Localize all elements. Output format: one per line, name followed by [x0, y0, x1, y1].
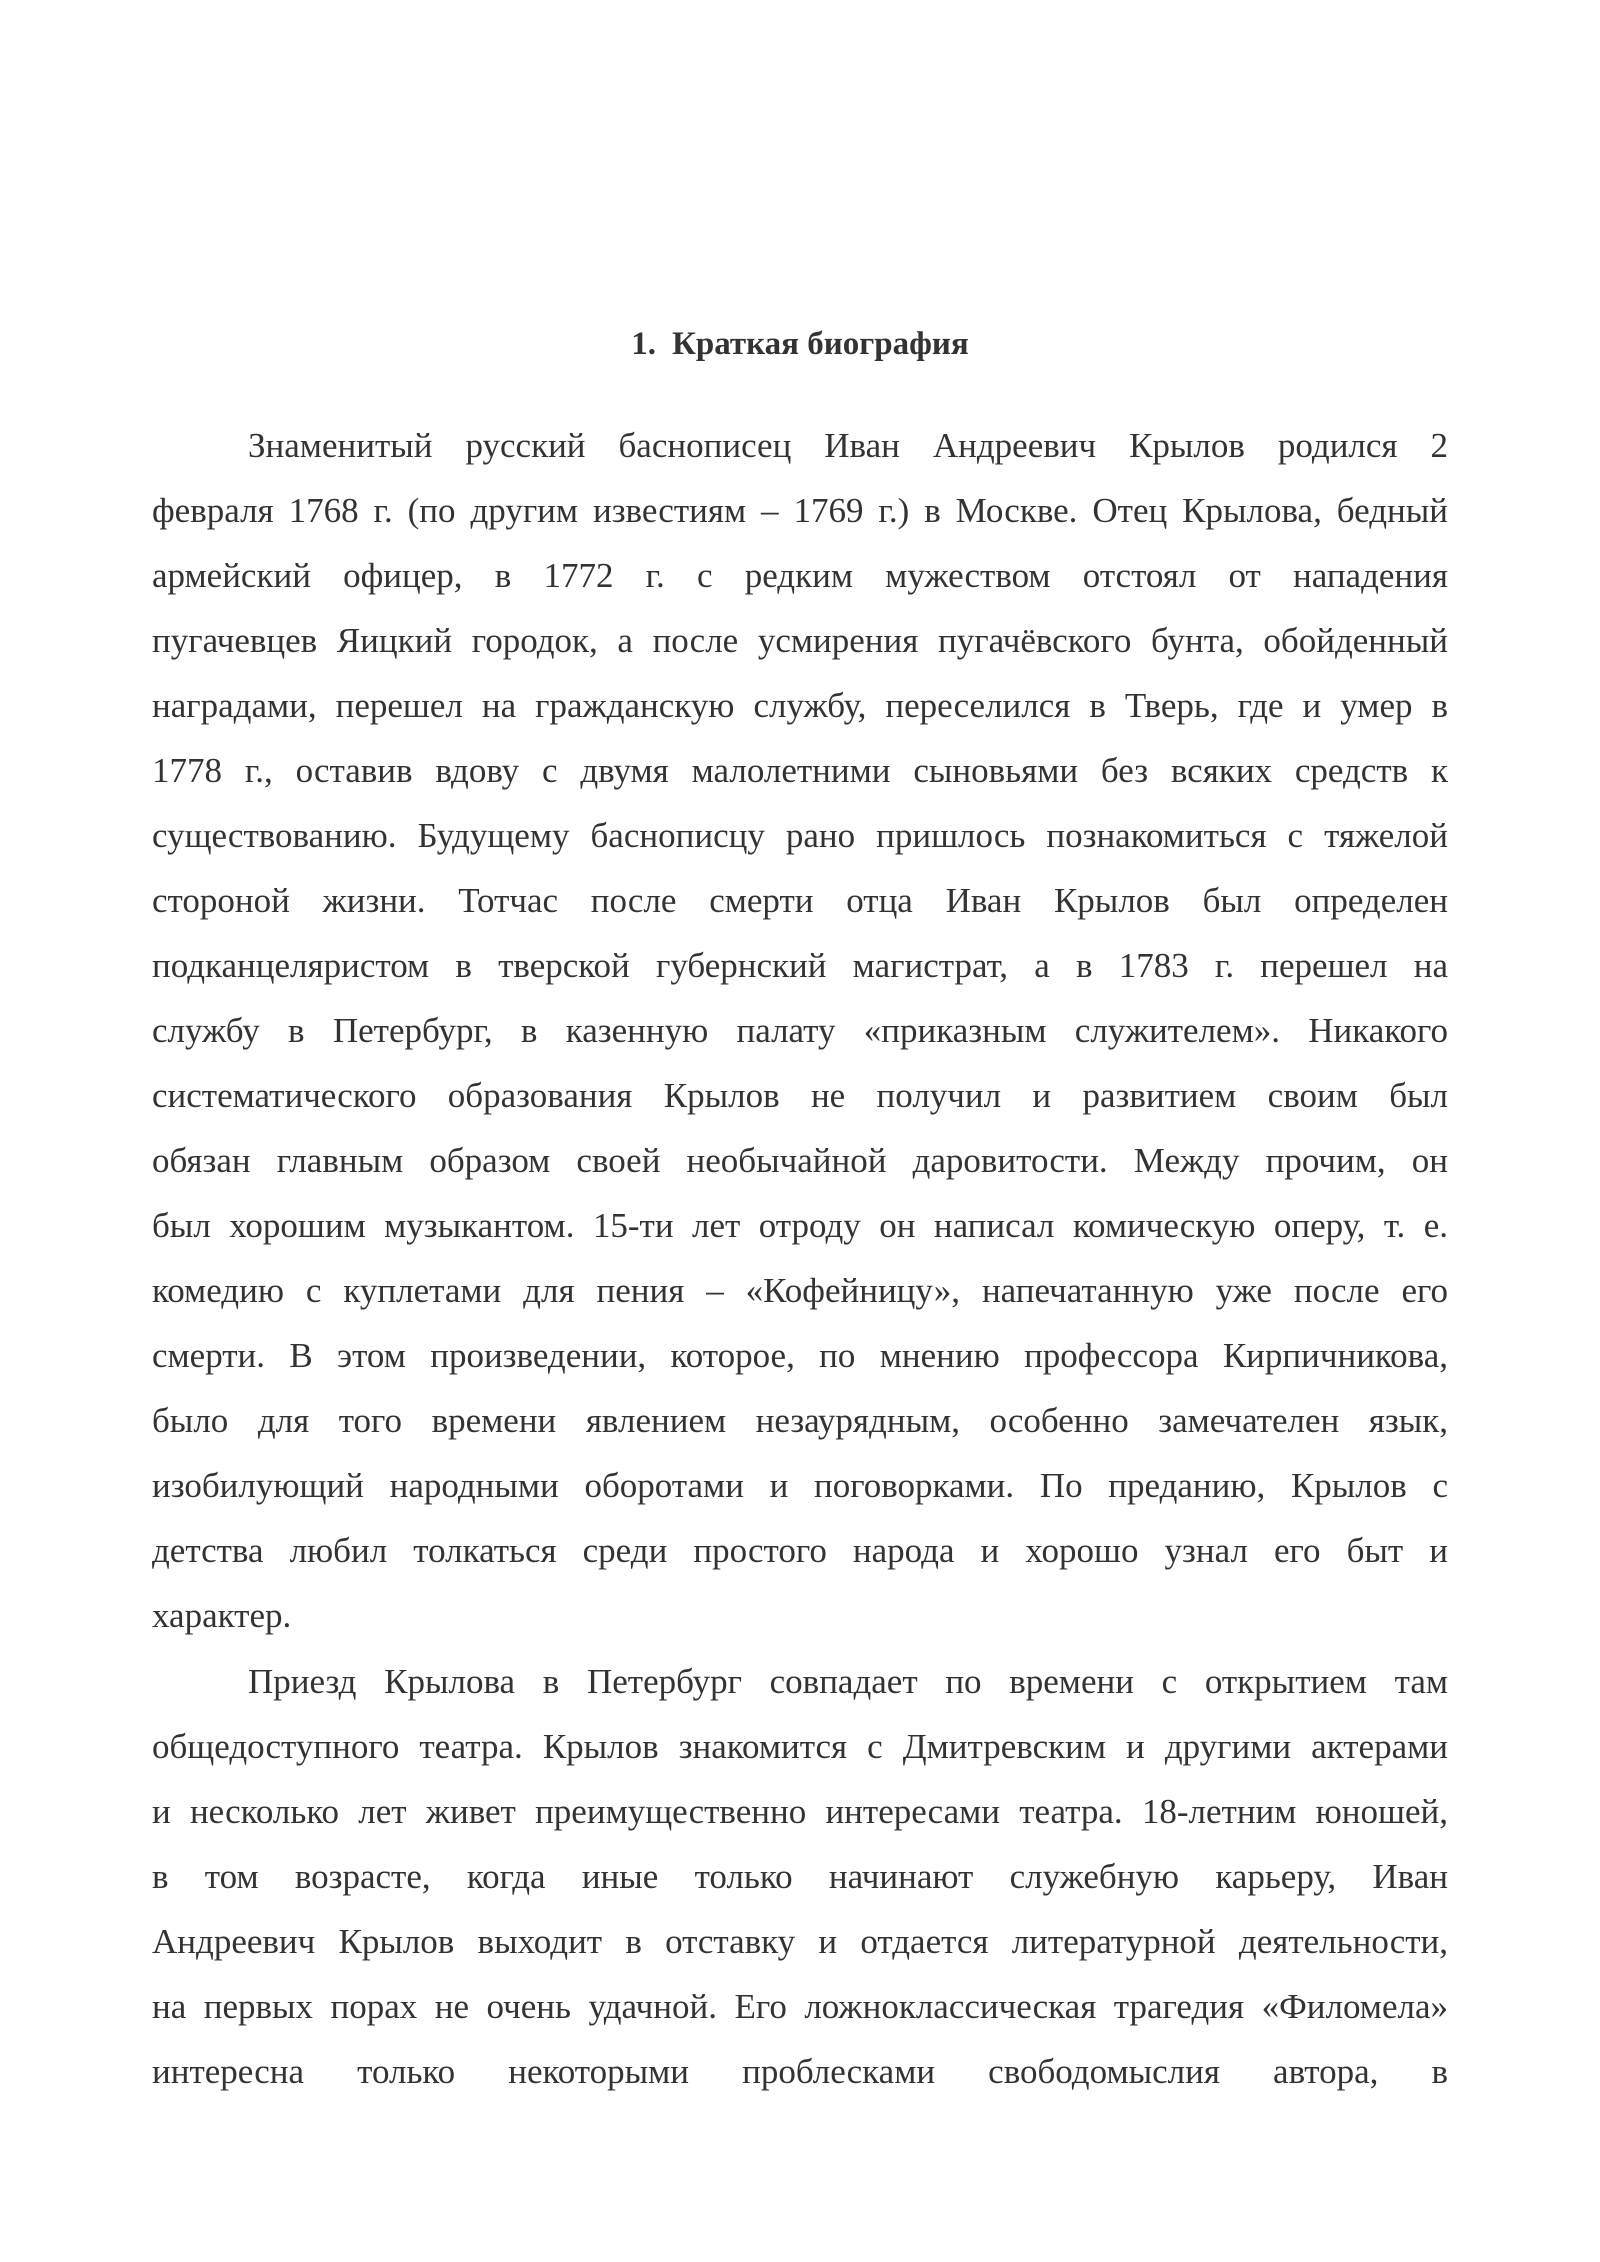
- text-line: пугачевцев Яицкий городок, а после усмирения пугачёвского бунта, обойденный: [152, 621, 1448, 660]
- text-line: было для того времени явлением незаурядным, особенно замечателен язык,: [152, 1401, 1448, 1440]
- paragraph-biography-1: [152, 413, 1448, 1648]
- text-line: был хорошим музыкантом. 15-ти лет отроду он написал комическую оперу, т. е.: [152, 1206, 1448, 1245]
- text-line: комедию с куплетами для пения – «Кофейницу», напечатанную уже после его: [152, 1271, 1448, 1310]
- text-line: систематического образования Крылов не получил и развитием своим был: [152, 1076, 1448, 1115]
- section-title: Краткая биография: [671, 326, 969, 362]
- text-line: Приезд Крылова в Петербург совпадает по времени с открытием там: [248, 1662, 1448, 1701]
- text-line: февраля 1768 г. (по другим известиям – 1769 г.) в Москве. Отец Крылова, бедный: [152, 491, 1448, 530]
- text-line: существованию. Будущему баснописцу рано пришлось познакомиться с тяжелой: [152, 816, 1448, 855]
- text-line: Андреевич Крылов выходит в отставку и отдается литературной деятельности,: [152, 1922, 1448, 1961]
- section-number: 1.: [631, 326, 656, 362]
- text-line: детства любил толкаться среди простого народа и хорошо узнал его быт и: [152, 1531, 1448, 1570]
- text-line: Знаменитый русский баснописец Иван Андреевич Крылов родился 2: [248, 426, 1448, 465]
- text-line: на первых порах не очень удачной. Его ложноклассическая трагедия «Филомела»: [152, 1987, 1448, 2026]
- text-line: смерти. В этом произведении, которое, по мнению профессора Кирпичникова,: [152, 1336, 1448, 1375]
- text-line: изобилующий народными оборотами и поговорками. По преданию, Крылов с: [152, 1466, 1448, 1505]
- text-line: стороной жизни. Тотчас после смерти отца Иван Крылов был определен: [152, 881, 1448, 920]
- text-line: подканцеляристом в тверской губернский магистрат, а в 1783 г. перешел на: [152, 946, 1448, 985]
- text-line: службу в Петербург, в казенную палату «приказным служителем». Никакого: [152, 1011, 1448, 1050]
- section-heading: [0, 320, 1600, 368]
- text-line: и несколько лет живет преимущественно интересами театра. 18-летним юношей,: [152, 1792, 1448, 1831]
- text-line: обязан главным образом своей необычайной даровитости. Между прочим, он: [152, 1141, 1448, 1180]
- text-line: интересна только некоторыми проблесками свободомыслия автора, в: [152, 2052, 1448, 2091]
- text-line: общедоступного театра. Крылов знакомится с Дмитревским и другими актерами: [152, 1727, 1448, 1766]
- text-line: наградами, перешел на гражданскую службу, переселился в Тверь, где и умер в: [152, 686, 1448, 725]
- text-line: в том возрасте, когда иные только начинают служебную карьеру, Иван: [152, 1857, 1448, 1896]
- text-line: 1778 г., оставив вдову с двумя малолетними сыновьями без всяких средств к: [152, 751, 1448, 790]
- text-line: армейский офицер, в 1772 г. с редким мужеством отстоял от нападения: [152, 556, 1448, 595]
- text-line: характер.: [152, 1596, 292, 1635]
- paragraph-biography-2: [152, 1649, 1448, 2104]
